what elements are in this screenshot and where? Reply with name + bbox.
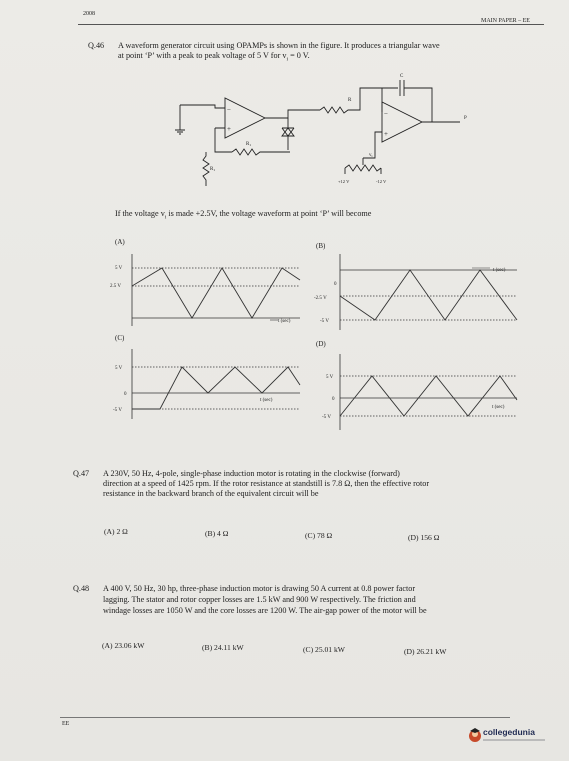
svg-text:-5 V: -5 V <box>322 415 331 420</box>
svg-text:R: R <box>348 98 352 103</box>
svg-text:+: + <box>384 130 388 138</box>
q47-option-d[interactable]: (D) 156 Ω <box>408 533 440 542</box>
header-rule <box>78 24 544 25</box>
q47-number: Q.47 <box>73 469 90 478</box>
q48-option-a[interactable]: (A) 23.06 kW <box>102 641 145 650</box>
paper-title: MAIN PAPER – EE <box>481 18 530 24</box>
svg-text:−: − <box>384 110 388 118</box>
svg-text:5 V: 5 V <box>115 266 123 271</box>
q46-number: Q.46 <box>88 41 105 50</box>
q46-line1: A waveform generator circuit using OPAMPs is shown in the figure. It produces a triangular wave <box>118 41 440 50</box>
q48-number: Q.48 <box>73 584 90 593</box>
option-d-label: (D) <box>316 340 326 348</box>
option-d-waveform <box>312 352 532 432</box>
q46-prompt: If the voltage $v_i$ is made +2.5V, the voltage waveform at point ‘P’ will become <box>115 209 372 221</box>
option-c-label: (C) <box>115 334 125 342</box>
logo-text: collegedunia <box>483 727 535 737</box>
q47-option-a[interactable]: (A) 2 Ω <box>104 527 128 536</box>
svg-text:t (sec): t (sec) <box>493 268 506 273</box>
svg-text:+12 V: +12 V <box>338 179 350 184</box>
q48-line1: A 400 V, 50 Hz, 30 hp, three-phase induction motor is drawing 50 A current at 0.8 power factor <box>103 584 416 593</box>
svg-text:t (sec): t (sec) <box>278 319 291 324</box>
footer-rule <box>60 717 510 718</box>
svg-text:0: 0 <box>124 392 127 397</box>
option-a-label: (A) <box>115 238 125 246</box>
svg-text:0: 0 <box>334 282 337 287</box>
svg-text:-5 V: -5 V <box>320 319 329 324</box>
svg-text:R1: $R_1$ <box>210 167 216 172</box>
svg-text:−: − <box>227 106 231 114</box>
svg-text:-2.5 V: -2.5 V <box>314 296 327 301</box>
option-b-label: (B) <box>316 242 326 250</box>
svg-text:+: + <box>227 125 231 133</box>
q47-line2: direction at a speed of 1425 rpm. If the rotor resistance at standstill is 7.8 Ω, then the effective rotor <box>103 479 430 488</box>
svg-text:vi: $v_i$ <box>369 153 373 158</box>
option-a-waveform <box>110 250 310 330</box>
svg-text:t (sec): t (sec) <box>492 405 505 410</box>
option-c-waveform <box>110 345 310 425</box>
q48-option-c[interactable]: (C) 25.01 kW <box>303 645 345 654</box>
q47-option-b[interactable]: (B) 4 Ω <box>205 529 229 538</box>
q47-option-c[interactable]: (C) 78 Ω <box>305 531 333 540</box>
q47-line3: resistance in the backward branch of the equivalent circuit will be <box>103 489 319 498</box>
svg-text:5 V: 5 V <box>326 375 334 380</box>
svg-text:-5 V: -5 V <box>113 408 122 413</box>
svg-text:0: 0 <box>332 397 335 402</box>
q46-line2: at point ‘P’ with a peak to peak voltage of 5 V for $v_i = 0$ V. <box>118 51 310 63</box>
circuit-diagram <box>170 70 490 192</box>
q48-option-d[interactable]: (D) 26.21 kW <box>404 647 447 656</box>
footer-code: EE <box>62 721 70 727</box>
svg-text:P: P <box>464 116 467 121</box>
svg-text:2.5 V: 2.5 V <box>110 284 122 289</box>
q48-line2: lagging. The stator and rotor copper losses are 1.5 kW and 900 W respectively. The friction and <box>103 595 416 604</box>
q48-line3: windage losses are 1050 W and the core losses are 1200 W. The air-gap power of the motor will be <box>103 606 427 615</box>
q48-option-b[interactable]: (B) 24.11 kW <box>202 643 244 652</box>
q47-line1: A 230V, 50 Hz, 4-pole, single-phase induction motor is rotating in the clockwise (forward) <box>103 469 400 478</box>
svg-text:5 V: 5 V <box>115 366 123 371</box>
svg-text:R1: $R_1$ <box>246 142 252 147</box>
year: 2008 <box>83 11 95 17</box>
svg-text:C: C <box>400 74 404 79</box>
collegedunia-logo <box>468 725 550 747</box>
svg-text:t (sec): t (sec) <box>260 398 273 403</box>
option-b-waveform <box>312 252 532 332</box>
svg-text:-12 V: -12 V <box>376 179 387 184</box>
